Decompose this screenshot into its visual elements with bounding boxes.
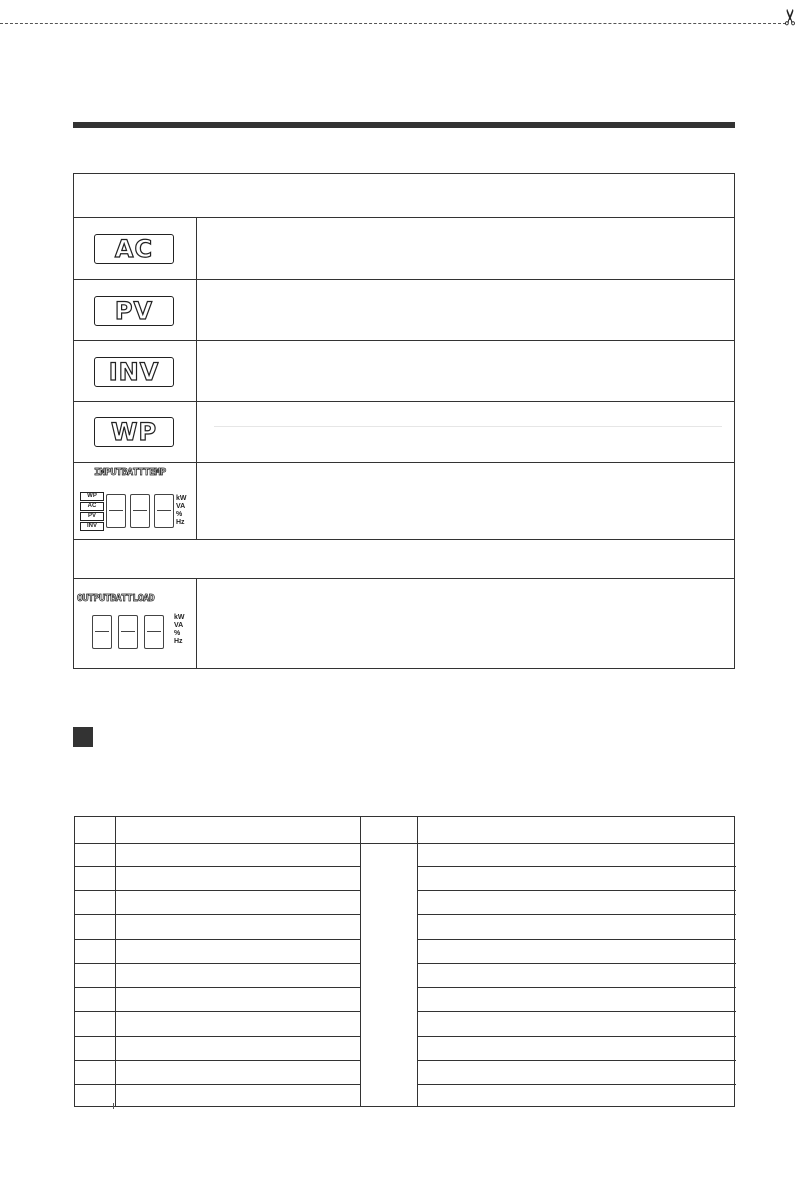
unit-hz: Hz [174, 638, 183, 645]
lcd-tag-wp: WP [80, 492, 104, 501]
lcd-digit [154, 494, 174, 528]
unit-kw: kW [176, 495, 187, 502]
table-row-divider [75, 987, 360, 988]
lcd-tag-pv: PV [80, 512, 104, 521]
unit-va: VA [176, 503, 186, 510]
input-lcd-header: INPUTBATTTEMP [94, 467, 166, 478]
section-bullet [73, 727, 93, 747]
table-row-divider [75, 843, 734, 844]
unit-kw: kW [174, 614, 185, 621]
table-col-divider [360, 817, 361, 1106]
table-row-divider [74, 217, 734, 218]
table-row-divider [417, 987, 736, 988]
table-row-divider [74, 539, 734, 540]
table-row-divider [75, 890, 360, 891]
table-row-divider [417, 939, 736, 940]
ac-indicator-icon [94, 234, 174, 264]
table-row-divider [417, 963, 736, 964]
output-lcd-display [74, 580, 196, 668]
lcd-digit [106, 494, 126, 528]
lcd-digit [130, 494, 150, 528]
settings-table [74, 816, 735, 1107]
table-row-divider [74, 279, 734, 280]
table-row-divider [75, 1060, 360, 1061]
table-row-divider [417, 1011, 736, 1012]
cut-line [0, 23, 786, 24]
unit-va: VA [174, 622, 184, 629]
lcd-digit [144, 615, 164, 649]
table-row-divider [75, 914, 360, 915]
table-row-divider [417, 866, 736, 867]
table-row-divider [417, 1084, 736, 1085]
table-row-divider [75, 866, 360, 867]
table-row-divider [75, 1011, 360, 1012]
pv-indicator-label: PV [114, 297, 154, 325]
inv-indicator-icon [94, 357, 174, 387]
wp-indicator-icon [94, 417, 174, 447]
table-row-divider [74, 462, 734, 463]
section-rule [73, 122, 735, 128]
table-row-divider [417, 890, 736, 891]
table-row-divider [75, 1036, 360, 1037]
lcd-tag-inv: INV [80, 522, 104, 531]
table-row-divider [74, 578, 734, 579]
faint-line [214, 426, 722, 427]
lcd-digit [92, 615, 112, 649]
table-col-divider [196, 578, 197, 669]
inv-indicator-label: INV [108, 358, 160, 386]
table-row-divider [417, 914, 736, 915]
pv-indicator-icon [94, 296, 174, 326]
table-row-divider [75, 963, 360, 964]
table-tick-mark [113, 1103, 114, 1109]
lcd-digit [118, 615, 138, 649]
unit-percent: % [174, 630, 181, 637]
output-lcd-header: OUTPUTBATTLOAD [77, 593, 155, 604]
table-row-divider [417, 1036, 736, 1037]
scissors-icon: ✂ [779, 7, 805, 27]
unit-percent: % [176, 511, 183, 518]
table-col-divider [417, 817, 418, 1106]
table-row-divider [74, 401, 734, 402]
unit-hz: Hz [176, 519, 185, 526]
wp-indicator-label: WP [110, 418, 158, 446]
table-row-divider [75, 939, 360, 940]
lcd-units [174, 614, 185, 646]
lcd-units [176, 495, 187, 527]
table-row-divider [75, 1084, 360, 1085]
table-row-divider [74, 340, 734, 341]
table-col-divider [196, 217, 197, 539]
ac-indicator-label: AC [114, 235, 154, 263]
lcd-description-table [73, 173, 735, 669]
input-lcd-display [74, 464, 196, 538]
lcd-tag-ac: AC [80, 502, 104, 511]
table-col-divider [115, 817, 116, 1106]
table-row-divider [417, 1060, 736, 1061]
